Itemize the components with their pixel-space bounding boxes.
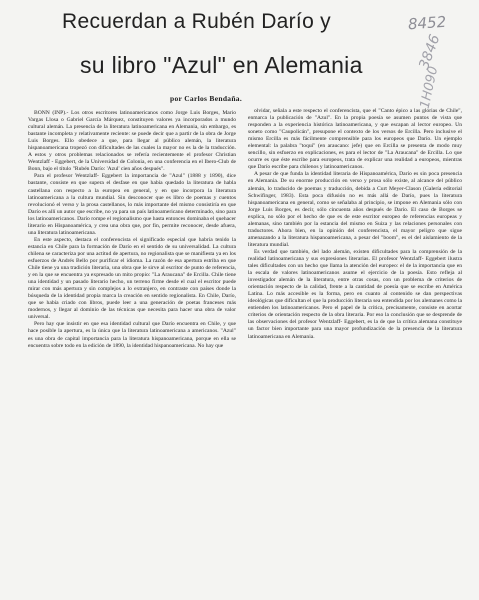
column-gutter (237, 110, 238, 598)
paragraph: BONN (INP).- Los otros escritores latinoamericanos como Jorge Luis Borges, Mario Vargas Llosa o Gabriel García Márquez, constituyen valores ya incorporados a mundo cultural alemán. La presencia de la literatura latinoamericana en Alemania, sin embargo, es bastante incompleta y relativamente reciente: se puede decir que a partir de la obra de Jorge Luis Borges. Ello obedece a que, para llegar al público alemán, la literatura hispanoamericana tropezó con dificultades de las cuales la mayor no es la de la traducción. A estos y otros problemas relacionados se refería recientemente el profesor Christian Wentzlaff - Eggebert, de la Universidad de Colonia, en una conferencia en el Ibero-Club de Bonn, bajo el título "Rubén Darío: 'Azul' cien años después". (28, 110, 236, 173)
handwritten-code-1: 8452 (407, 12, 447, 34)
article-column-right (248, 108, 462, 596)
paragraph: Pero hay que insistir en que esa identidad cultural que Darío encuentra en Chile, y que hace posible la apertura, es la única que la literatura latinoamericana a americanos. "Azul" es una obra de capital importancia para la literatura hispanoamericana, porque en ella se encuentra sobre todo en la edición de 1890, la identidad hispanoamericana. No hay que (28, 321, 236, 349)
paragraph: olvidar, señala a este respecto el conferencista, que el "Canto épico a las glorias de Chile", enmarca la publicación de "Azul". En la propia poesía se asumen puntos de vista que responden a la experiencia histórica latinoamericana, y que escapan al lector europeo. Un soneto como "Caupolicán", presupone el contexto de los versos de Ercilla. Pero inclusive el mismo Ercilla es más fácilmente comprensible para los europeos que Darío. Un ejemplo elemental: la palabra "toqui" (en araucano: jefe) que en Ercilla se presenta de modo muy sencillo, sin esfuerzo en explicaciones, es para el lector de "La Araucana" de Ercilla. Lo que ocurre es que éste escribe para europeos, trata de explicar una realidad a europeos, mientras que Darío escribe para chilenos y latinoamericanos. (248, 108, 462, 171)
article-column-left (28, 110, 236, 598)
paragraph: Para el profesor Wentzlaff- Eggebert la importancia de "Azul" (1888 y 1890), dice bastante, consiste en que supera el desfase en que había quedado la literatura de habla castellana con respecto a la europea en general, y en que incorpora la literatura latinoamericana a la cultura mundial. Sin desconocer que es libro de poemas y cuentos revolucionó el verso y la prosa castellanos, lo más importante del mismo consistiría en que Darío es allí un autor que escribe, no ya para un país latinoamericano determinado, sino para los latinoamericanos. Darío rompe el regionalismo que hasta entonces dominaba el quehacer literario en Hispanoamérica, y crea una obra que, por fin, permite reconocer, desde afuera, una literatura latinoamericana. (28, 173, 236, 236)
headline-line-2: su libro "Azul" en Alemania (80, 52, 363, 78)
headline-line-1: Recuerdan a Rubén Darío y (62, 10, 331, 33)
handwritten-code-2: 3846 (416, 32, 444, 72)
paragraph: A pesar de que funda la identidad literaria de Hispanoamérica, Darío es sin poca presencia en Alemania. De su enorme producción en verso y prosa sólo existe, al alcance del público alemán, lo traducido de poemas y traducción, debida a Curt Meyer-Clason (Galería editorial Schwifinger, 1983). Esta poca difusión no es más allá de Darío, pues la literatura hispanoamericana en general, como se señalaba al principio, se impone en Alemania sólo con Jorge Luis Borges, es decir, sólo cincuenta años después de Darío. El caso de Borges se explica, no sólo por el hecho de que es de este escritor europeo de referencias europeas y alemanas, sino también por la estancia del mismo en Suiza y las relaciones personales con traductores. Ahora bien, en la opinión del conferencista, el mayor peligro que sigue amenazando a la literatura hispanoamericana, a pesar del "boom", es el del aislamiento de la literatura mundial. (248, 171, 462, 248)
paragraph: En este aspecto, destaca el conferencista el significado especial que habría tenido la estancia en Chile para la formación de Darío en el sentido de su universalidad. La cultura chilena se caracteriza por una actitud de apertura, no regionalista que se manifiesta ya en los esfuerzos de Andrés Bello por purificar el idioma. La razón de esa apertura estriba en que Chile tiene ya una tradición literaria, una obra que le sirve al escritor de punto de referencia, y en la que se encuentra ya expresado un mito propio: "La Araucana" de Ercilla. Chile tiene una identidad y un pasado literario hecho, un terreno firme desde el cual el escritor puede mirar con más apertura y sin complejos a lo extranjero, en contraste con países donde la búsqueda de la identidad propia marca la creación en sentido regionalista. En Chile, Darío, que se había criado con libros, puede leer a una generación de poetas franceses más modernos, y llegar al dominio de las técnicas que necesita para hacer una obra de valor universal. (28, 236, 236, 321)
handwritten-code-3: 1H090 (417, 64, 442, 111)
paragraph: Es verdad que también, del lado alemán, existen dificultades para la comprensión de la realidad latinoamericana y sus expresiones literarias. El profesor Wentzlaff- Eggebert ilustra tales dificultades con un hecho que llama la atención del europeo: el de la importancia que en la escala de valores latinoamericanos asume el ejercicio de la poesía. Esto refleja al investigador alemán de la literatura, entre otras cosas, con un problema de criterios de orientación respecto de la calidad, frente a la cantidad de poesía que se escribe en América Latina. Lo más accesible es la forma, pero en cuanto al contenido se dan perspectivas ideológicas que dificultan el que la producción literaria sea entendida por los alemanes como la entienden los latinoamericanos. Pero el papel de la crítica, precisamente, consiste en acortar criterios de orientación respecto de la obra literaria. Por eso la conclusión que se desprende de las observaciones del profesor Wentzlaff- Eggebert, es la de que la crítica alemana constituye un factor bien importante para una mayor profundización de la presencia de la literatura latinoamericana en Alemania. (248, 248, 462, 340)
byline: por Carlos Bendaña. (170, 94, 243, 103)
